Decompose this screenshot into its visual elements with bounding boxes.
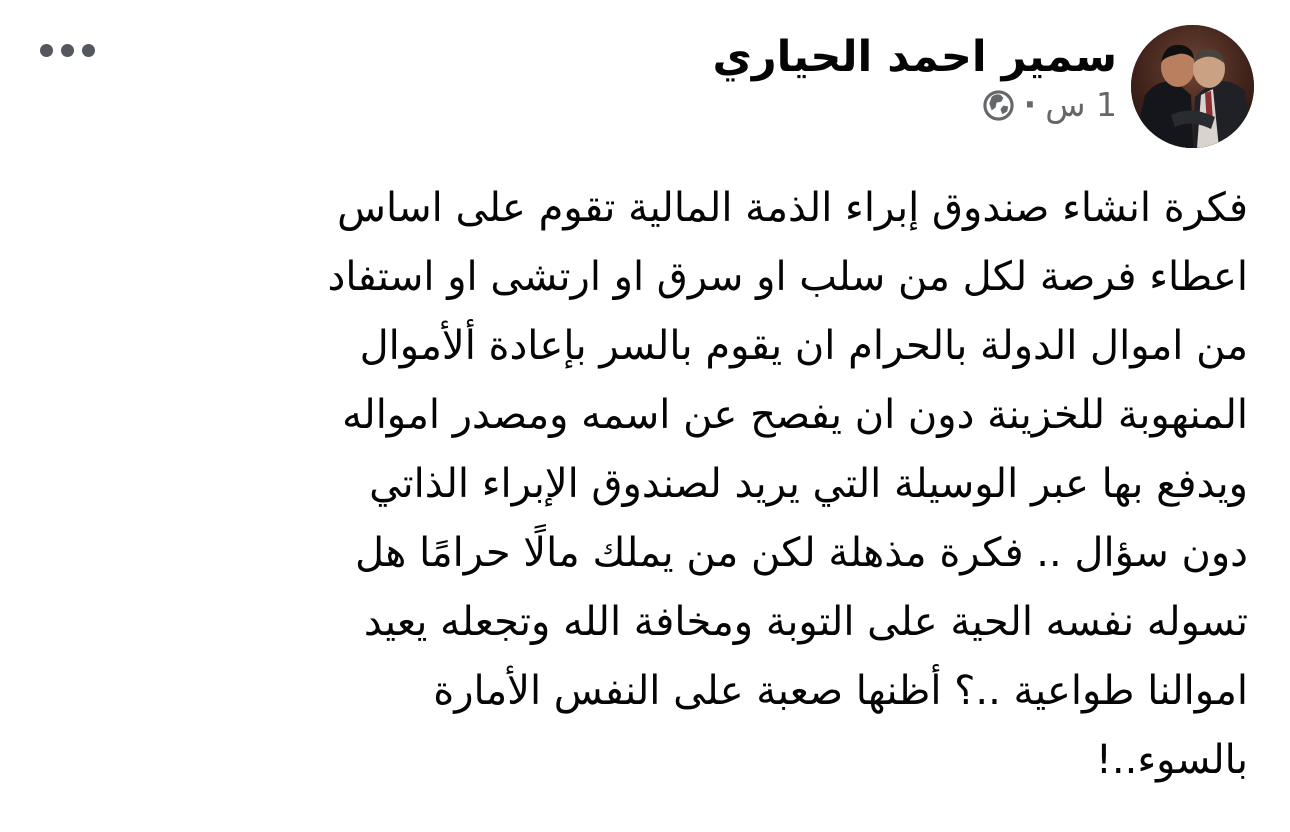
- post-text-line: اموالنا طواعية ..؟ أظنها صعبة على النفس الأمارة: [433, 668, 1248, 714]
- post-text-line: فكرة انشاء صندوق إبراء الذمة المالية تقوم على اساس: [337, 185, 1248, 231]
- three-dots-icon: [82, 44, 95, 57]
- post-text-line: تسوله نفسه الحية على التوبة ومخافة الله وتجعله يعيد: [363, 599, 1248, 645]
- avatar-photo: [1131, 25, 1254, 148]
- post-text-line: دون سؤال .. فكرة مذهلة لكن من يملك مالًا حرامًا هل: [354, 530, 1248, 576]
- post-text-line: ويدفع بها عبر الوسيلة التي يريد لصندوق الإبراء الذاتي: [369, 461, 1248, 507]
- post-text-line: المنهوبة للخزينة دون ان يفصح عن اسمه ومصدر امواله: [342, 392, 1248, 438]
- post-options-button[interactable]: [36, 40, 99, 61]
- three-dots-icon: [61, 44, 74, 57]
- timestamp[interactable]: 1 س: [1045, 85, 1117, 124]
- author-name[interactable]: سمير احمد الحياري: [712, 32, 1117, 82]
- post-text-line: اعطاء فرصة لكل من سلب او سرق او ارتشى او استفاد: [327, 254, 1248, 300]
- three-dots-icon: [40, 44, 53, 57]
- globe-public-icon: [982, 89, 1015, 122]
- post-meta[interactable]: [713, 86, 1118, 124]
- post-text: [30, 174, 1248, 795]
- post-text-line: من اموال الدولة بالحرام ان يقوم بالسر بإعادة ألأموال: [359, 323, 1248, 369]
- post-header: [713, 30, 1118, 124]
- meta-separator: ·: [1023, 85, 1037, 124]
- avatar[interactable]: [1131, 25, 1254, 148]
- post-text-line: بالسوء..!: [1095, 737, 1248, 783]
